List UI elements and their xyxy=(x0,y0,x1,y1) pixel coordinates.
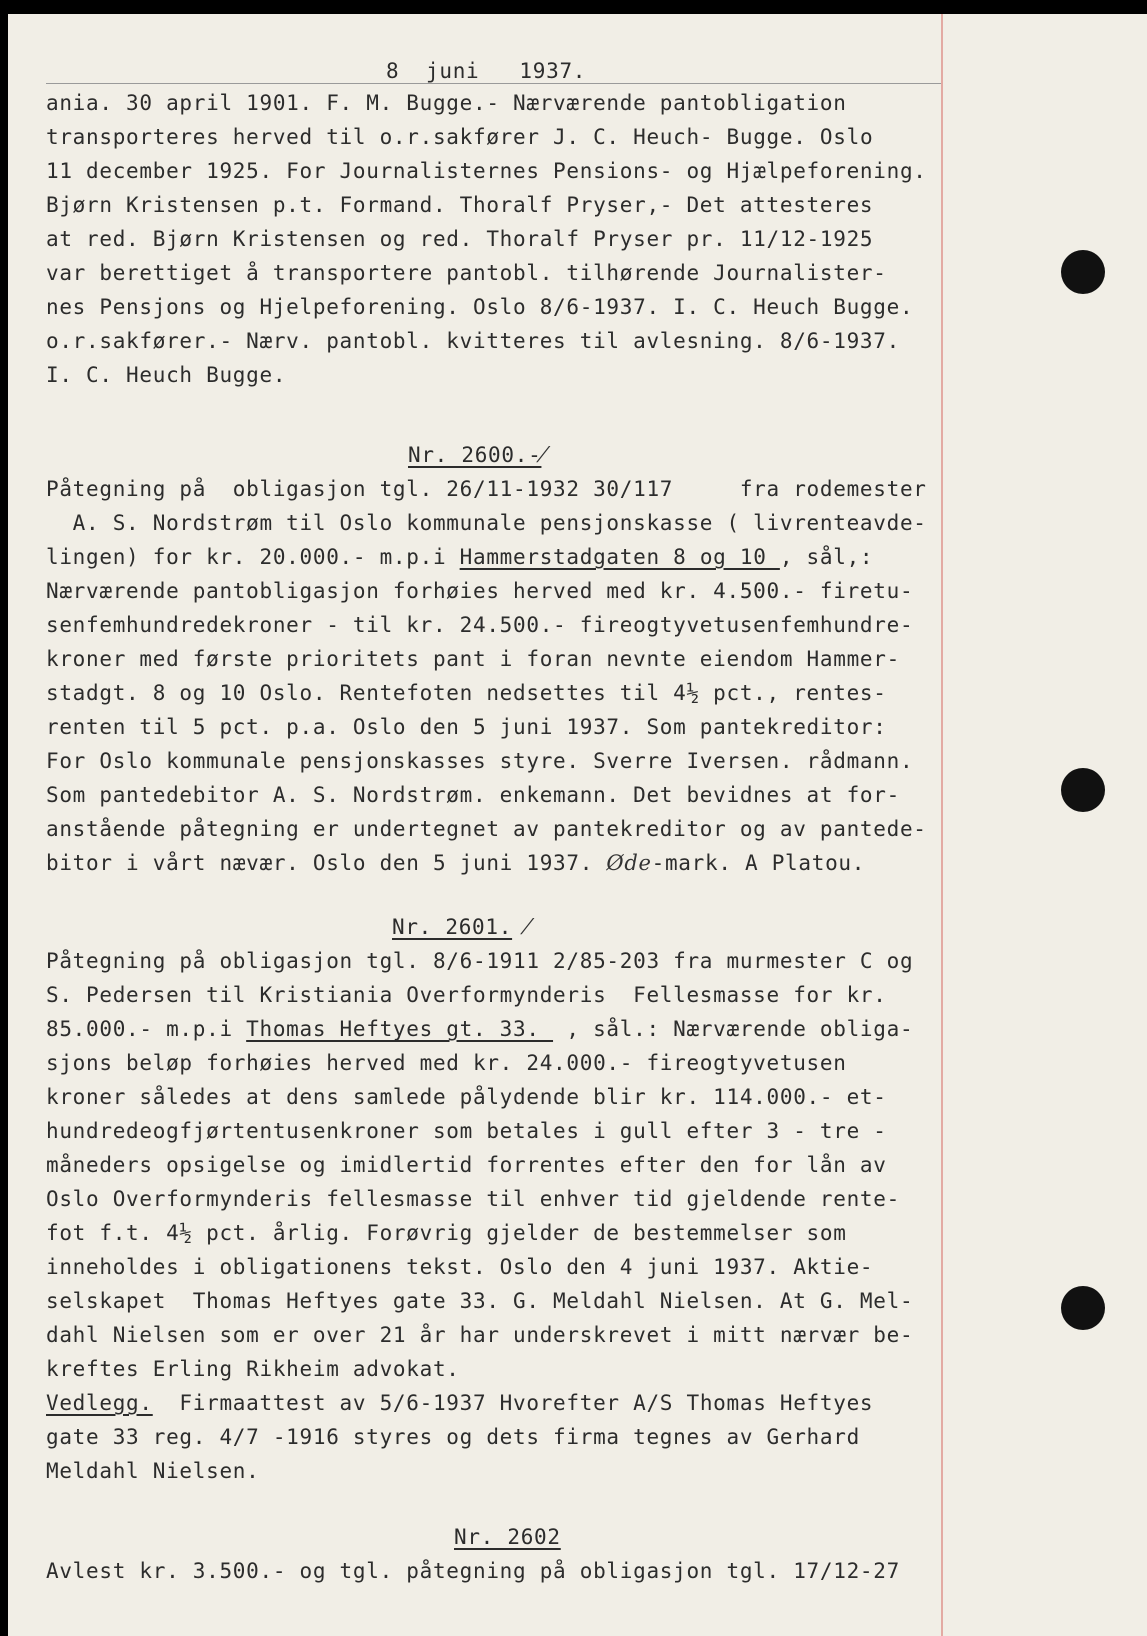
signature-mark: ⁄ xyxy=(525,915,530,939)
page-date-header: 8 juni 1937. xyxy=(386,59,587,83)
address-underlined: Thomas Heftyes gt. 33. xyxy=(246,1017,554,1041)
text-line: nes Pensjons og Hjelpeforening. Oslo 8/6-1937. I. C. Heuch Bugge. xyxy=(46,295,914,319)
text-line: Påtegning på obligasjon tgl. 8/6-1911 2/85-203 fra murmester C og xyxy=(46,949,914,973)
text-line: Meldahl Nielsen. xyxy=(46,1459,260,1483)
punch-hole xyxy=(1061,1286,1105,1330)
text-line: hundredeogfjørtentusenkroner som betales i gull efter 3 - tre - xyxy=(46,1119,887,1143)
text-line: kroner med første prioritets pant i foran nevnte eiendom Hammer- xyxy=(46,647,900,671)
address-underlined: Hammerstadgaten 8 og 10 xyxy=(459,545,780,569)
text-line: måneders opsigelse og imidlertid forrentes efter den for lån av xyxy=(46,1153,887,1177)
text-line: lingen) for kr. 20.000.- m.p.i Hammerstadgaten 8 og 10 , sål,: xyxy=(46,545,874,569)
text-line: A. S. Nordstrøm til Oslo kommunale pensjonskasse ( livrenteavde- xyxy=(46,511,927,535)
text-line: at red. Bjørn Kristensen og red. Thoralf Pryser pr. 11/12-1925 xyxy=(46,227,874,251)
text-line: I. C. Heuch Bugge. xyxy=(46,363,287,387)
text-line: var berettiget å transportere pantobl. tilhørende Journalister- xyxy=(46,261,887,285)
text-line: gate 33 reg. 4/7 -1916 styres og dets firma tegnes av Gerhard xyxy=(46,1425,860,1449)
handwritten-signature: Øde xyxy=(606,851,652,875)
signature-mark: ⁄ xyxy=(541,443,546,467)
entry-number: Nr. 2601. ⁄ xyxy=(392,915,530,939)
text-line: Avlest kr. 3.500.- og tgl. påtegning på obligasjon tgl. 17/12-27 xyxy=(46,1559,900,1583)
text-line: selskapet Thomas Heftyes gate 33. G. Meldahl Nielsen. At G. Mel- xyxy=(46,1289,914,1313)
text-line: renten til 5 pct. p.a. Oslo den 5 juni 1937. Som pantekreditor: xyxy=(46,715,887,739)
text-line: Bjørn Kristensen p.t. Formand. Thoralf Pryser,- Det attesteres xyxy=(46,193,874,217)
entry-number: Nr. 2602 xyxy=(454,1525,561,1549)
document-page xyxy=(8,14,1147,1636)
text-line: inneholdes i obligationens tekst. Oslo den 4 juni 1937. Aktie- xyxy=(46,1255,874,1279)
text-line: Som pantedebitor A. S. Nordstrøm. enkemann. Det bevidnes at for- xyxy=(46,783,900,807)
text-line: senfemhundredekroner - til kr. 24.500.- fireogtyvetusenfemhundre- xyxy=(46,613,914,637)
text-line: Vedlegg. Firmaattest av 5/6-1937 Hvorefter A/S Thomas Heftyes xyxy=(46,1391,874,1415)
initial: C. xyxy=(593,125,620,149)
punch-hole xyxy=(1061,250,1105,294)
text-line: transporteres herved til o.r.sakfører J. C. Heuch- Bugge. Oslo xyxy=(46,125,874,149)
text-line: kreftes Erling Rikheim advokat. xyxy=(46,1357,460,1381)
text-line: bitor i vårt nævær. Oslo den 5 juni 1937. Øde-mark. A Platou. xyxy=(46,851,866,875)
header-rule xyxy=(46,83,941,84)
text-line: Oslo Overformynderis fellesmasse til enhver tid gjeldende rente- xyxy=(46,1187,900,1211)
text-line: S. Pedersen til Kristiania Overformynderis Fellesmasse for kr. xyxy=(46,983,887,1007)
punch-hole xyxy=(1061,768,1105,812)
text-line: 85.000.- m.p.i Thomas Heftyes gt. 33. , sål.: Nærværende obliga- xyxy=(46,1017,914,1041)
text-line: 11 december 1925. For Journalisternes Pensions- og Hjælpeforening. xyxy=(46,159,927,183)
text-line: stadgt. 8 og 10 Oslo. Rentefoten nedsettes til 4½ pct., rentes- xyxy=(46,681,887,705)
text-line: fot f.t. 4½ pct. årlig. Forøvrig gjelder de bestemmelser som xyxy=(46,1221,847,1245)
margin-line xyxy=(941,14,943,1636)
text-line: sjons beløp forhøies herved med kr. 24.000.- fireogtyvetusen xyxy=(46,1051,847,1075)
attachment-label: Vedlegg. xyxy=(46,1391,153,1415)
text-line: Nærværende pantobligasjon forhøies herved med kr. 4.500.- firetu- xyxy=(46,579,914,603)
text-line: For Oslo kommunale pensjonskasses styre. Sverre Iversen. rådmann. xyxy=(46,749,914,773)
text-line: Påtegning på obligasjon tgl. 26/11-1932 30/117 fra rodemester xyxy=(46,477,927,501)
text-line: anstående påtegning er undertegnet av pantekreditor og av pantede- xyxy=(46,817,927,841)
text-line: ania. 30 april 1901. F. M. Bugge.- Nærværende pantobligation xyxy=(46,91,847,115)
text-line: dahl Nielsen som er over 21 år har underskrevet i mitt nærvær be- xyxy=(46,1323,914,1347)
entry-number: Nr. 2600.-⁄ xyxy=(408,443,546,467)
text-line: o.r.sakfører.- Nærv. pantobl. kvitteres til avlesning. 8/6-1937. xyxy=(46,329,900,353)
text-line: kroner således at dens samlede pålydende blir kr. 114.000.- et- xyxy=(46,1085,887,1109)
